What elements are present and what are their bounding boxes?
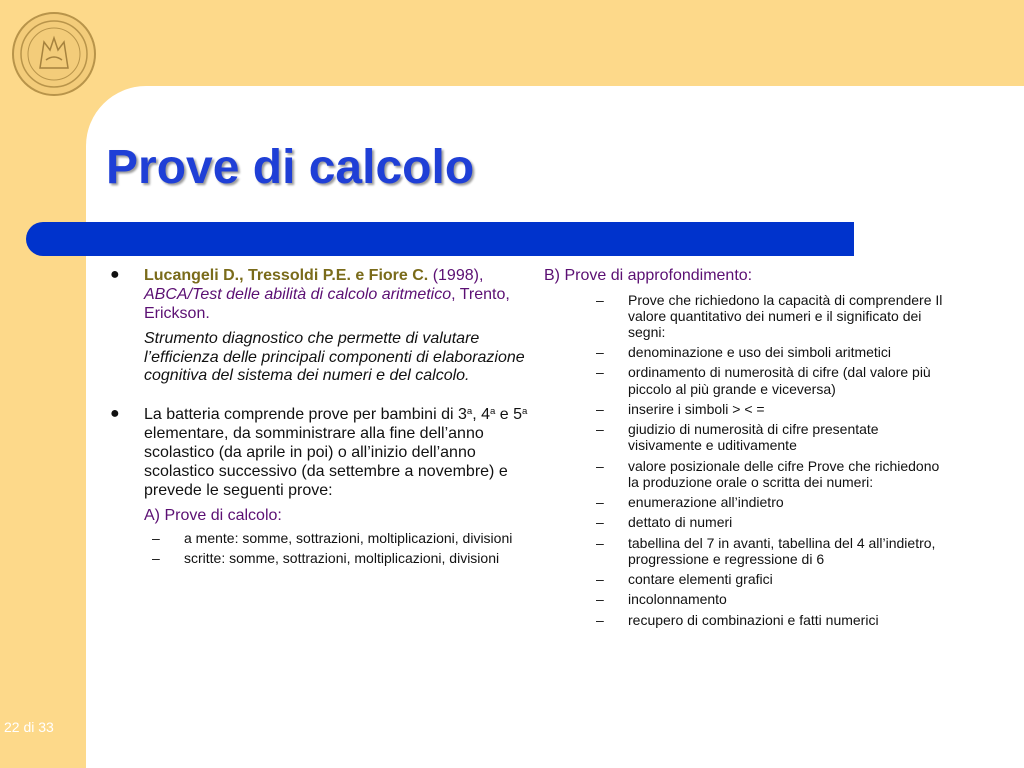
bullet-dot: ● [110, 266, 120, 283]
reference-authors: Lucangeli D., Tressoldi P.E. e Fiore C. [144, 267, 429, 284]
list-item: – contare elementi grafici [596, 571, 773, 588]
reference-year: (1998), [432, 267, 484, 284]
right-column [544, 267, 954, 632]
section-b-heading: B) Prove di approfondimento: [544, 267, 753, 284]
list-item: – tabellina del 7 in avanti, tabellina del 4 all’indietro, progressione e regressione di 6 [596, 534, 936, 567]
title-underline-bar [26, 222, 854, 256]
list-item: – enumerazione all’indietro [596, 494, 784, 511]
battery-text: La batteria comprende prove per bambini di 3$^a$, 4$^a$ e 5$^a$ elementare, da somministrare alla fine dell’anno scolastico (da aprile in poi) o all’inizio dell’anno scolastico successivo (da settembre a novembre) e prevede le seguenti prove: [144, 406, 528, 499]
left-sidebar [0, 0, 86, 768]
list-item: – recupero di combinazioni e fatti numerici [596, 611, 879, 628]
list-item: – dettato di numeri [596, 514, 733, 531]
page-indicator: 22 di 33 [4, 719, 54, 735]
list-item: – Prove che richiedono la capacità di comprendere Il valore quantitativo dei numeri e il significato dei segni: [596, 291, 943, 341]
list-item: – incolonnamento [596, 591, 727, 608]
list-item: – valore posizionale delle cifre Prove che richiedono la produzione orale o scritta dei numeri: [596, 457, 940, 490]
section-a-heading: A) Prove di calcolo: [144, 506, 282, 524]
reference-citation [144, 267, 530, 324]
bullet-dot: ● [110, 405, 120, 423]
list-item: – ordinamento di numerosità di cifre (dal valore più piccolo al più grande e viceversa) [596, 364, 931, 397]
list-item: – scritte: somme, sottrazioni, moltiplicazioni, divisioni [152, 549, 500, 566]
bullet-reference [110, 267, 530, 386]
reference-publisher: , Trento, Erickson. [144, 285, 510, 322]
reference-book-title: ABCA/Test delle abilità di calcolo aritmetico [144, 285, 452, 303]
section-a-list [152, 530, 530, 566]
list-item: – inserire i simboli > < = [596, 400, 765, 417]
list-item: – a mente: somme, sottrazioni, moltiplicazioni, divisioni [152, 529, 513, 546]
reference-description: Strumento diagnostico che permette di valutare l’efficienza delle principali componenti di elaborazione cognitiva del sistema dei numeri e del calcolo. [144, 329, 525, 385]
list-item: – denominazione e uso dei simboli aritmetici [596, 344, 892, 361]
slide-title: Prove di calcolo [106, 141, 475, 194]
left-column [110, 267, 530, 570]
university-seal-icon [10, 10, 98, 98]
bullet-battery [110, 406, 530, 525]
list-item: – giudizio di numerosità di cifre presentate visivamente e uditivamente [596, 421, 879, 454]
